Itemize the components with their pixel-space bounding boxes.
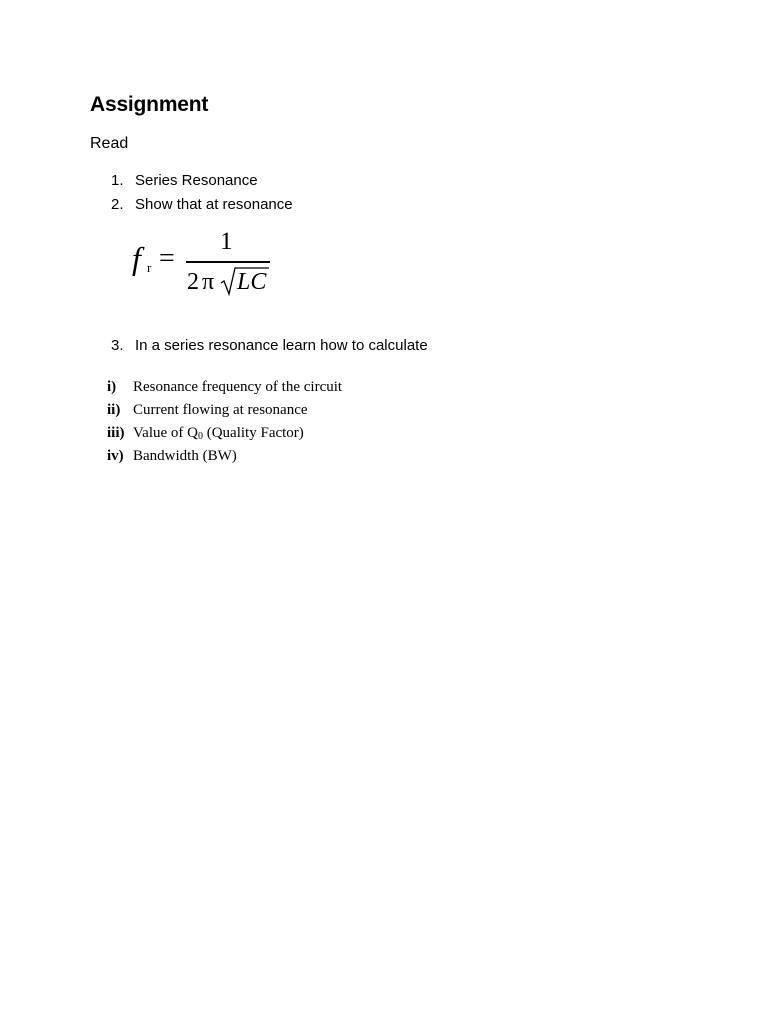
- sub-item-text-after: (Quality Factor): [202, 425, 304, 441]
- item-number: 3.: [111, 337, 124, 354]
- item-number: 2.: [111, 196, 124, 213]
- sub-item-label: iv): [107, 448, 124, 464]
- sub-item-1: [107, 377, 342, 400]
- page-title: Assignment: [90, 93, 209, 116]
- sub-item-text: Resonance frequency of the circuit: [133, 379, 343, 395]
- item-text: Show that at resonance: [135, 196, 293, 213]
- sub-item-text-before: Value of Q: [133, 425, 198, 441]
- sub-item-2: [107, 400, 342, 423]
- fraction-bar: [186, 261, 270, 263]
- formula-denominator: [186, 268, 286, 298]
- item-text: In a series resonance learn how to calculate: [135, 337, 428, 354]
- sub-item-label: ii): [107, 402, 121, 418]
- formula-lhs-subscript: r: [147, 260, 152, 275]
- numbered-item-2: [111, 196, 293, 213]
- resonance-formula: [128, 228, 288, 303]
- sub-item-text: Current flowing at resonance: [133, 402, 308, 418]
- formula-equals: =: [159, 243, 175, 274]
- sub-item-list: [107, 377, 342, 469]
- item-number: 1.: [111, 172, 124, 189]
- sub-item-text: Bandwidth (BW): [133, 448, 237, 464]
- sub-item-4: [107, 446, 342, 469]
- denominator-radicand: LC: [237, 269, 267, 295]
- numbered-item-1: [111, 172, 258, 189]
- denominator-pi: π: [202, 269, 215, 295]
- sub-item-label: i): [107, 379, 117, 395]
- sub-item-3: [107, 423, 342, 446]
- numbered-item-3: [111, 337, 428, 354]
- sub-item-label: iii): [107, 425, 125, 441]
- formula-lhs: f: [132, 240, 141, 276]
- quality-factor-subscript: 0: [197, 431, 203, 442]
- item-text: Series Resonance: [135, 172, 258, 189]
- intro-text: Read: [90, 135, 129, 152]
- denominator-coefficient: 2: [187, 269, 199, 295]
- formula-numerator: 1: [220, 228, 233, 255]
